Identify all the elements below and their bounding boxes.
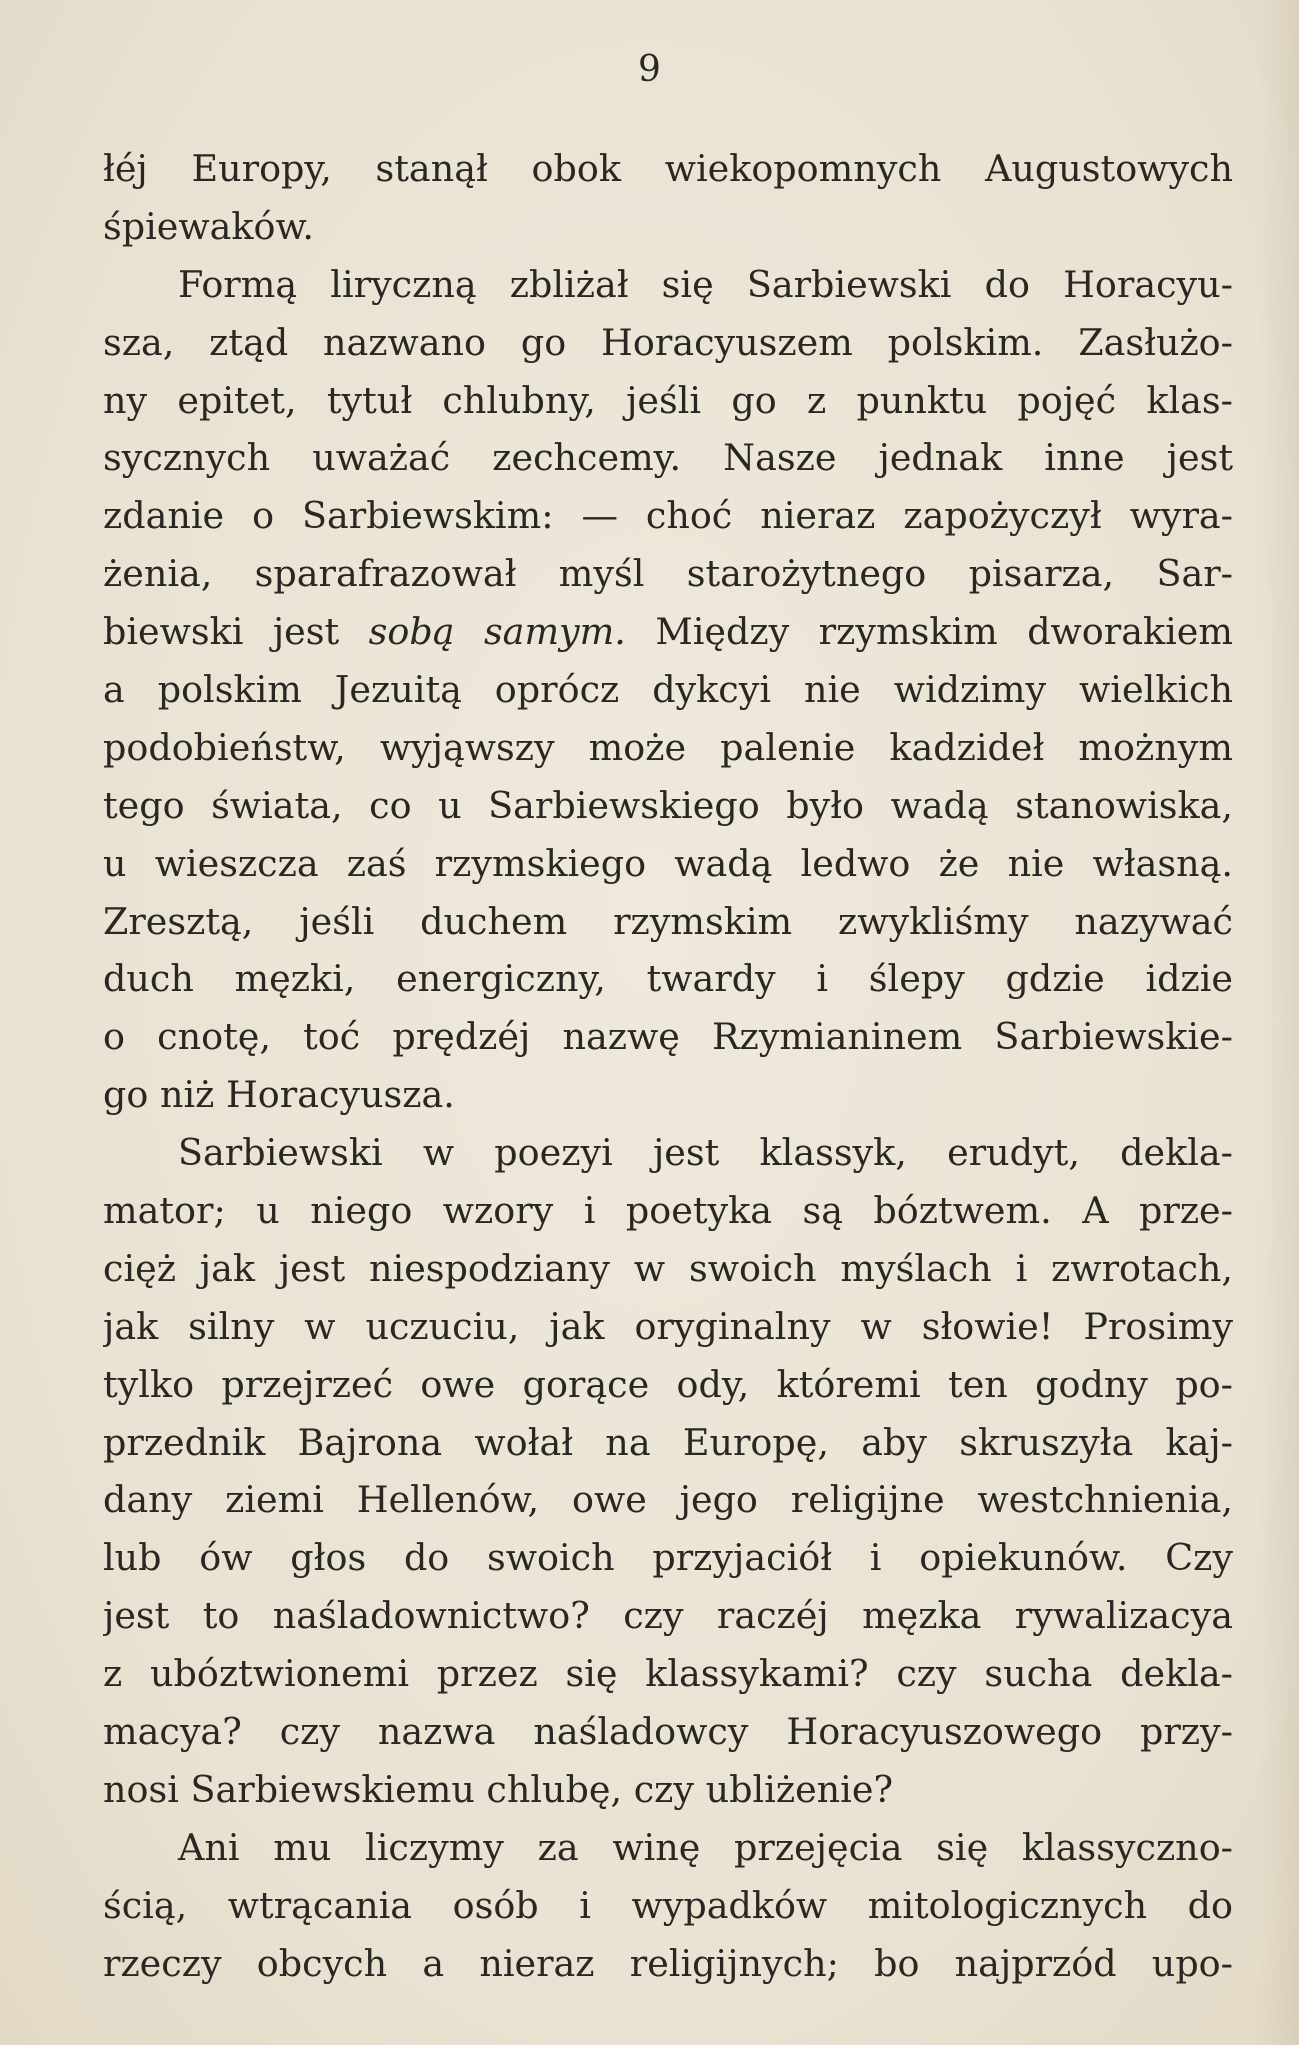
- text-line: żenia, sparafrazował myśl starożytnego pisarza, Sar-: [103, 552, 1233, 596]
- body-text: [103, 140, 1233, 1993]
- text-line: cięż jak jest niespodziany w swoich myślach i zwrotach,: [103, 1246, 1233, 1290]
- text-line-with-italic: [103, 603, 1233, 661]
- text-line: nosi Sarbiewskiemu chlubę, czy ubliżenie?: [103, 1767, 894, 1811]
- text-line: tylko przejrzeć owe gorące ody, któremi ten godny po-: [103, 1362, 1233, 1406]
- text-line: Formą liryczną zbliżał się Sarbiewski do Horacyu-: [178, 262, 1233, 306]
- text-line: podobieństw, wyjąwszy może palenie kadzideł możnym: [103, 725, 1233, 769]
- text-line: ny epitet, tytuł chlubny, jeśli go z punktu pojęć klas-: [103, 378, 1233, 422]
- text-line: duch męzki, energiczny, twardy i ślepy gdzie idzie: [103, 957, 1233, 1001]
- text-line: sycznych uważać zechcemy. Nasze jednak inne jest: [103, 436, 1233, 480]
- text-line: śpiewaków.: [103, 204, 314, 248]
- text-line: tego świata, co u Sarbiewskiego było wadą stanowiska,: [103, 783, 1233, 827]
- text-line: mator; u niego wzory i poetyka są bóztwem. A prze-: [103, 1189, 1233, 1233]
- text-line: Sarbiewski w poezyi jest klassyk, erudyt, dekla-: [178, 1131, 1233, 1175]
- text-line: Ani mu liczymy za winę przejęcia się klassyczno-: [178, 1825, 1233, 1869]
- page-edge-shadow: [1259, 0, 1299, 2045]
- text-line: sza, ztąd nazwano go Horacyuszem polskim. Zasłużo-: [103, 320, 1233, 364]
- text-line: z ubóztwionemi przez się klassykami? czy sucha dekla-: [103, 1652, 1233, 1696]
- text-line: o cnotę, toć prędzéj nazwę Rzymianinem Sarbiewskie-: [103, 1015, 1233, 1059]
- text-line: jak silny w uczuciu, jak oryginalny w słowie! Prosimy: [103, 1304, 1233, 1348]
- text-line: łéj Europy, stanął obok wiekopomnych Augustowych: [103, 147, 1233, 190]
- text-line: lub ów głos do swoich przyjaciół i opiekunów. Czy: [103, 1536, 1233, 1580]
- text-line: dany ziemi Hellenów, owe jego religijne westchnienia,: [103, 1478, 1233, 1522]
- text-line: jest to naśladownictwo? czy raczéj męzka rywalizacya: [103, 1594, 1233, 1638]
- text-line: przednik Bajrona wołał na Europę, aby skruszyła kaj-: [103, 1420, 1233, 1464]
- text-line: go niż Horacyusza.: [103, 1073, 455, 1117]
- text-line: a polskim Jezuitą oprócz dykcyi nie widzimy wielkich: [103, 668, 1233, 712]
- line-start: biewski jest: [103, 610, 369, 654]
- text-line: zdanie o Sarbiewskim: — choć nieraz zapożyczył wyra-: [103, 494, 1233, 538]
- text-line: u wieszcza zaś rzymskiego wadą ledwo że nie własną.: [103, 841, 1233, 885]
- italic-phrase: sobą samym.: [368, 610, 626, 654]
- text-line: Zresztą, jeśli duchem rzymskim zwykliśmy nazywać: [103, 899, 1233, 943]
- text-line: macya? czy nazwa naśladowcy Horacyuszowego przy-: [103, 1710, 1233, 1754]
- text-line: ścią, wtrącania osób i wypadków mitologicznych do: [103, 1883, 1233, 1927]
- text-line: rzeczy obcych a nieraz religijnych; bo najprzód upo-: [103, 1941, 1233, 1985]
- line-end: Między rzymskim dworakiem: [625, 610, 1233, 654]
- page-number: 9: [638, 49, 661, 90]
